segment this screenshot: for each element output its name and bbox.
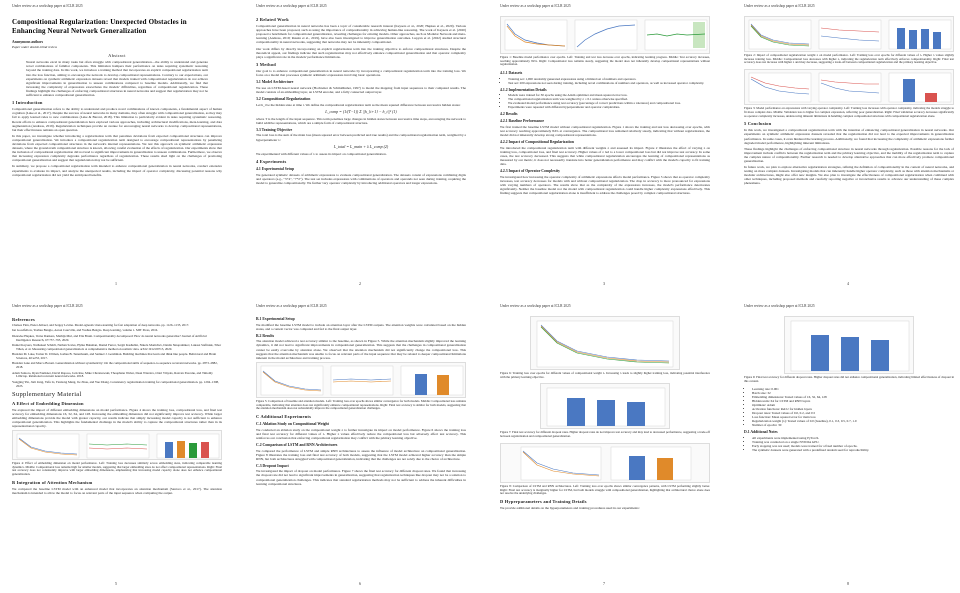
page-2 — [244, 0, 476, 290]
page-number: 8 — [847, 581, 849, 586]
figure-4 — [12, 430, 222, 460]
reference-entry: Chelsea Finn, Pieter Abbeel, and Sergey Levine. Model-agnostic meta-learning for fast adaptation of deep networks. pp. 1126–1135, 2017. — [12, 323, 190, 328]
paragraph: The total loss is the sum of the main loss (mean squared error between predicted and true results) and the compositional regularization term, weighted by a hyperparameter λ: — [256, 133, 466, 142]
figure-caption: Figure 4: Effect of embedding dimension on model performance. Left: Training loss decreases similarly across embedding sizes, indicating comparable learning dynamics. Middle: Compositional loss remains high for smaller models, suggesting that larger embedding sizes do not affect compositional representations. Right: Final test accuracy does not consistently improve with larger embedding dimensions, emphasizing that increasing model capacity alone does not enhance compositional generalization. — [12, 461, 222, 477]
page-number: 7 — [603, 581, 605, 586]
abstract-text: Neural networks excel in many tasks but often struggle with compositional generalization—the ability to understand and generate novel combinations of familiar components. This limitation hampers their performance on tasks requiring systematic reasoning beyond the training data. In this work, we introduce a training method that incorporates an explicit compositional regularization term into the loss function, aiming to encourage the network to develop compositional representations. Contrary to our expectations, our experiments on synthetic arithmetic expression datasets reveal that models trained with compositional regularization do not achieve significant improvements in generalization to unseen combinations compared to baseline models. Additionally, we find that increasing the complexity of expressions exacerbates the models' difficulties, regardless of compositional regularization. These findings highlight the challenges of enforcing compositional structures in neural networks and suggest that regularization may not be sufficient to enhance compositional generalization. — [26, 60, 208, 98]
figure-5-plots — [257, 363, 467, 399]
paragraph: We explored the impact of different embedding dimensions on model performance. Figure 4 shows the training loss, compositional loss, and final test accuracy for embedding dimensions 16, 32, 64, and 128. Increasing the embedding dimension did not significantly improve test accuracy. While larger embedding dimensions provide the model with greater capacity, our results indicate that simply increasing model capacity is not sufficient to enhance compositional generalization. This highlights the fundamental challenge in the model's ability to capture the compositional structures rather than in its representational capacity. — [12, 407, 222, 428]
figure-6 — [530, 316, 680, 370]
page-3 — [488, 0, 720, 290]
paragraph: The attention model achieved a test accuracy similar to the baseline, as shown in Figure 5. While the attention mechanism slightly improved the learning dynamics, it did not lead to significant improvements in compositional generalization. This suggests that the challenges in compositional generalization cannot be easily overcome by attention alone. We observed that the attention mechanism did not significantly change the compositional loss. This suggests that the attention mechanism was unable to focus on relevant parts of the input sequence that may be related to deeper compositional limitations inherent in the model architecture and training process. — [256, 339, 466, 360]
paragraph: We compared the baseline LSTM model with an enhanced model that incorporates an attention mechanism (Santoro et al., 2017). The attention mechanism is intended to allow the model to focus on relevant parts of the input sequence when computing the output. — [12, 486, 222, 496]
paragraph: Compositional generalization refers to the ability to understand and produce novel combinations of known components, a fundamental aspect of human cognition (Lake et al., 2017). Despite the success of neural networks in many domains, they often struggle with compositional generalization, as they may fail to apply learned rules to new combinations (Lake & Baroni, 2018). This limitation is particularly evident in tasks requiring systematic reasoning. Recent efforts to enhance compositional generalization have explored various approaches, including architectural modifications, meta-learning, and data augmentation (Andreas, 2019). Regularization techniques provide an avenue for encouraging neural networks to develop compositional representations, but their effectiveness remains an open question. — [12, 107, 222, 132]
figure-3-plots — [745, 70, 955, 106]
subsection-heading: C.3 Dropout Impact — [256, 463, 289, 468]
running-header: Under review as a workshop paper at ICLR 2025 — [256, 304, 327, 308]
list-item: • Loss function: Mean squared error for main loss — [752, 415, 954, 419]
list-item: • Number of epochs: 30 — [752, 423, 954, 427]
list-item: • Training was conducted on a single NVIDIA GPU. — [752, 440, 954, 444]
affiliation: Paper under double-blind review — [12, 45, 57, 50]
list-item: • Batch size: 32 — [752, 391, 954, 395]
section-heading: References — [12, 317, 35, 322]
figure-2 — [744, 16, 954, 52]
subsection-heading: 4.1 Experimental Setup — [256, 166, 295, 171]
paragraph: We modified the baseline LSTM model to include an attention layer after the LSTM outputs. The attention weights were calculated based on the hidden states, and a context vector was computed and fed to the final output layer. — [256, 322, 466, 331]
list-item: • Dropout rates: Tested values of 0.0, 0.2, and 0.5 — [752, 411, 954, 415]
paragraph: In future work, we plan to explore alternative regularization strategies, refining the definition of compositionality in the context of neural networks, and testing on more complex datasets. Investigating models that can inherently handle higher operator complexity, such as those with attention mechanisms or modular architectures, might also offer new insights. We also plan to investigate the effectiveness of compositional regularization when combined with other techniques, including proposed methods and carefully reporting negative or inconclusive results to advance our understanding of these complex phenomena. — [744, 165, 954, 186]
list-item: • Models were trained for 30 epochs using the Adam optimizer and mean squared error loss. — [508, 93, 710, 97]
reference-entry: Ian Goodfellow, Yoshua Bengio, Aaron Courville, and Yoshua Bengio. Deep learning, volume 1. MIT Press, 2016. — [12, 328, 159, 333]
running-header: Under review as a workshop paper at ICLR 2025 — [744, 304, 815, 308]
figure-5 — [256, 362, 466, 398]
section-heading: Supplementary Material — [12, 391, 82, 399]
figure-1 — [500, 16, 710, 54]
list-item: • The compositional regularization term was weighted by λ = 0.1 unless otherwise specified. — [508, 97, 710, 101]
page-5 — [0, 300, 232, 590]
notes-list — [752, 436, 954, 452]
list-item: • Experiments were repeated with different hyperparameter and operator complexities. — [508, 105, 710, 109]
reference-entry: Brenden Lake and Marco Baroni. Generalization without systematicity: On the compositional skills of sequence-to-sequence recurrent networks. pp. 2873–2882, 2018. — [12, 361, 218, 370]
figure-caption: Figure 1: Baseline model performance over epochs. Left: Training and test loss decrease over epochs, indicating learning progress. Middle: Test accuracy increases, reaching approximately 84%. Right: Compositional loss remains steady, suggesting the model does not inherently develop compositional representations without regularization. — [500, 55, 710, 67]
author: Anonymous authors — [12, 40, 44, 44]
paragraph: We compared the performance of LSTM and simple RNN architectures to assess the influence of model architecture on compositional generalization. Figure 8 illustrates the training loss and final test accuracy of both models, suggesting that the LSTM model achieved higher accuracy than the simple RNN, but both architectures struggled with compositional generalization, indicating that the challenges are not solely due to the choice of architecture. — [256, 448, 466, 461]
page-number: 6 — [359, 581, 361, 586]
paragraph: We generated synthetic datasets of arithmetic expressions to evaluate compositional generalization. The datasets consist of expressions combining digits and operators (e.g., "3+4", "7*2"). The test set includes expressions with combinations of operators and operands not seen during training, requiring the model to generalize compositionally. We further vary operator complexity by introducing additional operators and longer expressions. — [256, 172, 466, 185]
subsection-heading: B.1 Experimental Setup — [256, 317, 295, 321]
running-header: Under review as a workshop paper at ICLR 2025 — [256, 4, 327, 8]
section-heading: 4 Experiments — [256, 158, 287, 164]
page-8 — [732, 300, 960, 590]
running-header: Under review as a workshop paper at ICLR 2025 — [500, 304, 571, 308]
figure-caption: Figure 2: Impact of compositional regularization weight λ on model performance. Left: Training loss over epochs for different values of λ. Higher λ values slightly increase training loss. Middle: Compositional loss decreases with higher λ, indicating the regularization term effectively enforces compositionality. Right: Final test accuracy does not increase with higher λ and may decrease, suggesting a trade-off between compositional regularization and the primary learning objective. — [744, 53, 954, 65]
list-item: • Early stopping was not used; models were trained for a fixed number of epochs. — [752, 444, 954, 448]
figure-caption: Figure 9: Final test accuracy for different dropout rates. Higher dropout rates did not enhance compositional generalization, indicating limited effectiveness of dropout in this context. — [744, 375, 954, 383]
list-item: • Activation functions: ReLU for hidden layers — [752, 407, 954, 411]
page-number: 2 — [359, 281, 361, 286]
figure-caption: Figure 7: Final test accuracy for different dropout rates. Higher dropout rates do not improve test accuracy and may lead to decreased performance, suggesting a trade-off between regularization and compositional generalization. — [500, 430, 710, 439]
reference-entry: Daniel Keysers, Nathanael Schärli, Nathan Scales, Hylke Buisman, Daniel Furrer, Sergii Kashubin, Nikola Momchev, Danila Sinopalnikov, Lukasz Stafiniak, Tibor Tihon, et al. Measuring compositional generalization: A comprehensive method on realistic data. arXiv:1912.09713, 2020. — [12, 343, 222, 351]
running-header: Under review as a workshop paper at ICLR 2025 — [12, 304, 83, 308]
reference-list — [12, 324, 222, 388]
figure-2-plots — [745, 17, 955, 53]
equation: L_total = L_main + λ L_comp (2) — [333, 143, 389, 149]
section-heading: B Integration of Attention Mechanism — [12, 479, 93, 485]
paragraph: Our work differs by directly incorporating an explicit regularization term into the training objective to enforce compositional structures. Despite the theoretical appeal, our findings indicate that such regularization may not effectively enhance compositional generalization and that operator complexity plays a significant role in the models' performance limitations. — [256, 46, 466, 59]
subsection-heading: 4.2.1 Baseline Performance — [500, 119, 545, 124]
page-4 — [732, 0, 960, 290]
page-number: 4 — [847, 281, 849, 286]
running-header: Under review as a workshop paper at ICLR 2025 — [500, 4, 571, 8]
paragraph: Our goal is to enhance compositional generalization in neural networks by incorporating a compositional regularization term into the training loss. We focus on a model that processes synthetic arithmetic expressions involving basic operations. — [256, 68, 466, 78]
paragraph: These findings highlight the challenges of enforcing compositional structure in neural networks through regularization. Possible reasons for the lack of improvement include conflicts between the regularization term and the primary learning objective, and the inability of the regularization term to capture the complex nature of compositionality. Further research is needed to develop alternative approaches that can more effectively promote compositional generalization. — [744, 146, 954, 163]
figure-caption: Figure 8: Comparison of LSTM and RNN architectures. Left: Training loss over epochs shows similar convergence patterns, with LSTM performing slightly better. Right: Final test accuracy is marginally higher for LSTM, but both models struggle with compositional generalization, highlighting that architectural choice alone does not resolve the underlying challenges. — [500, 483, 710, 496]
figure-8-plots — [501, 444, 711, 484]
running-header: Under review as a workshop paper at ICLR 2025 — [12, 4, 83, 8]
list-item: • Learning rate: 0.001 — [752, 387, 954, 391]
subsection-heading: B.2 Results — [256, 333, 275, 338]
paragraph: We provide additional details on the hyperparameters and training procedures used in our experiments: — [500, 506, 640, 511]
subsection-heading: 3.2 Compositional Regularization — [256, 96, 311, 101]
subsection-heading: D.1 Additional Notes — [744, 430, 778, 435]
subsection-heading: C.1 Ablation Study on Compositional Weight — [256, 422, 329, 427]
list-item: • Test set: 200 expressions not seen during training, including novel combinations of numbers and operators, as well as increased operator complexity. — [508, 81, 710, 85]
figure-caption: Figure 6: Training loss over epochs for different values of compositional weight λ. Increasing λ leads to slightly higher training loss, indicating potential interference with the primary learning objective. — [500, 371, 710, 379]
figure-9 — [784, 316, 914, 374]
page-number: 3 — [603, 281, 605, 286]
list-item: • Hidden units: 64 for LSTM and RNN layers — [752, 399, 954, 403]
figure-6-plot — [531, 317, 681, 371]
figure-7 — [540, 383, 670, 429]
list-item: • The synthetic datasets were generated with a predefined random seed for reproducibility. — [752, 448, 954, 452]
figure-8 — [500, 443, 710, 483]
list-item: • Embedding dimensions: Tested values of 16, 32, 64, 128 — [752, 395, 954, 399]
abstract-heading: Abstract — [108, 53, 126, 59]
paragraph: We introduced the compositional regularization term with different weights λ and assessed its impact. Figure 2 illustrates the effect of varying λ on training loss, compositional loss, and final test accuracy. Higher values of λ led to a lower compositional loss but did not improve test accuracy. In some cases, the test accuracy decreased. This suggests that while compositional regularization encourages the learning of compositional representations as measured by our metric, it does not necessarily translate into better generalization performance and may conflict with the model's capacity to fit training data. — [500, 145, 710, 167]
figure-7-plot — [541, 384, 671, 430]
page-7 — [488, 300, 720, 590]
subsection-heading: 3.1 Model Architecture — [256, 80, 294, 85]
subsection-heading: 4.1.1 Datasets — [500, 71, 523, 76]
reference-entry: Adam Santoro, Ryan Faulkner, David Raposo, Jack Rae, Mike Chrzanowski, Theophane Weber, Daan Wierstra, Oriol Vinyals, Razvan Pascanu, and Timothy Lillicrap. Relational recurrent neural networks. 2018. — [12, 370, 213, 379]
section-heading: A Effect of Embedding Dimension — [12, 400, 84, 406]
section-heading: C Additional Experiments — [256, 413, 312, 419]
paragraph: In summary, we propose a compositional regularization term intended to enhance compositional generalization in neural networks, conduct extensive experiments to evaluate its impact, and analyze the unexpected results, including the impact of operator complexity, discussing potential reasons why compositional regularization did not yield the anticipated benefits. — [12, 164, 222, 177]
page-1 — [0, 0, 232, 290]
reference-entry: Yongjing Yin, Jiali Zeng, Yafu Li, Fandong Meng, Jie Zhou, and Yue Zhang. Consistency regularization training for compositional generalization. pp. 1294–1308, 2023. — [12, 379, 219, 388]
hyperparameter-list — [752, 387, 954, 427]
paragraph: We use an LSTM-based neural network (Hochreiter & Schmidhuber, 1997) to model the mapping from input sequences to their computed results. The model consists of an embedding layer, an LSTM encoder, and a fully connected output layer. — [256, 85, 466, 94]
page-6 — [244, 300, 476, 590]
page-number: 5 — [115, 581, 117, 586]
subsection-heading: 4.1.2 Implementation Details — [500, 87, 547, 92]
subsection-heading: 3.3 Training Objective — [256, 127, 293, 132]
subsection-heading: C.2 Comparison of LSTM and RNN Architectures — [256, 442, 338, 447]
paragraph: Let h_t be the hidden state at time t. We define the compositional regularization term as the mean squared difference between successive hidden states: — [256, 102, 461, 107]
figure-3 — [744, 69, 954, 105]
paragraph: In this work, we investigated a compositional regularization term with the intention of enhancing compositional generalization in neural networks. Our experiments on synthetic arithmetic expression datasets revealed that the regularization did not lead to the expected improvements in generalization performance. In some cases, it even hindered the learning process. Additionally, we found that increasing the complexity of arithmetic expressions further degraded model performance, highlighting inherent limitations. — [744, 128, 954, 145]
paragraph: In this paper, we investigate whether introducing a regularization term that penalizes deviations from expected compositional structures can improve compositional generalization. We introduce a compositional regularization term designed to encourage compositional representations by penalizing deviations from expected compositional structures in the network's internal representations. We test this approach on synthetic arithmetic expression datasets, where the ground-truth compositional structure is known, allowing careful evaluation of the effects of regularization. Our experiments show that the inclusion of compositional regularization did not lead to significant improvements in generalization to unseen combinations. Furthermore, we observe that increasing expression complexity degrades performance regardless of regularization. These results shed light on the challenges of promoting compositional generalization and suggest that regularization may not be sufficient. — [12, 133, 222, 163]
list-item: • We evaluated model performance using test accuracy (percentage of correct predictions within a tolerance) and compositional loss. — [508, 101, 710, 105]
paragraph: We experimented with different values of λ to assess its impact on compositional generalization. — [256, 151, 387, 156]
paragraph: where T is the length of the input sequence. This term penalizes large changes in hidden states between successive time steps, encouraging the network to build additive representations, which are a simple form of compositional structure. — [256, 116, 466, 125]
section-heading: 3 Method — [256, 61, 276, 67]
section-heading: 2 Related Work — [256, 17, 289, 22]
equation: L_comp = (1/(T−1)) Σ ||h_{t+1} − h_t||² (1) — [325, 108, 397, 114]
section-heading: 1 Introduction — [12, 100, 43, 106]
figure-1-plots — [501, 17, 711, 55]
reference-entry: Dieuwke Hupkes, Verna Dankers, Mathijs Mul, and Elia Bruni. Compositionality decomposed: How do neural networks generalise? Journal of Artificial Intelligence Research, 67:757–795, 2020. — [12, 333, 207, 342]
section-heading: 5 Conclusion — [744, 121, 772, 127]
list-item: • Regularization weight (λ): Tested values of 0.0 (baseline), 0.1, 0.3, 0.5, 0.7, 1.0 — [752, 419, 954, 423]
figure-9-plot — [785, 317, 915, 375]
paragraph: Compositional generalization in neural networks has been a topic of considerable research interest (Keysers et al., 2020; Hupkes et al., 2020). Various approaches have been proposed, such as using the importance of compositionality in achieving human-like reasoning. The work of Keysers et al. (2020) proposed a benchmark for compositional generalization, revealing challenges for existing models. Other approaches, such as Modular Network and meta-learning (Andreas, 2019; Russin et al., 2019), have also been investigated to improve generalization outcomes. Lupyan et al. (2022) studied structural compositionality in neural networks, suggesting that networks may not be inherently compositional. — [256, 24, 466, 45]
figure-4-plots — [13, 431, 223, 461]
subsection-heading: 4.2.2 Impact of Compositional Regularization — [500, 140, 574, 145]
paragraph: We first trained the baseline LSTM model without compositional regularization. Figure 1 shows the training and test loss decreasing over epochs, with test accuracy reaching approximately 84% at convergence. The compositional loss remained relatively steady, indicating that without regularization, the model did not inherently develop strong compositional representations. — [500, 124, 710, 138]
list-item: • All experiments were implemented using PyTorch. — [752, 436, 954, 440]
paragraph: We investigated how increasing the operator complexity of arithmetic expressions affects model performance. Figure 3 shows that as operator complexity increases, test accuracy decreases for models with and without compositional regularization. The drop in accuracy is more pronounced for expressions with varying numbers of operators. The results show that as the complexity of the expressions increases, the model's performance deteriorates significantly. Neither the baseline model nor the model with compositional regularization could handle higher complexity expressions effectively. This finding suggests that compositional regularization alone is insufficient to address the challenges posed by complex compositional structures. — [500, 174, 710, 196]
paper-title: Compositional Regularization: Unexpected Obstacles in Enhancing Neural Network Generalization — [12, 18, 187, 35]
subsection-heading: 4.2 Results — [500, 112, 518, 117]
reference-entry: Brenden M. Lake, Tomer D. Ullman, Joshua B. Tenenbaum, and Samuel J. Gershman. Building machines that learn and think like people. Behavioral and Brain Sciences, 40:e253, 2017. — [12, 352, 217, 361]
paragraph: We conducted an ablation study on the compositional weight λ to further investigate its impact on model performance. Figure 6 shows the training loss and final test accuracy for different values of λ. Higher λ values effectively reduce the compositional loss but adversely affect test accuracy. This reinforces our conclusion that enforcing compositional regularization may conflict with the primary learning objective. — [256, 427, 466, 440]
figure-caption: Figure 3: Model performance on expressions with varying operator complexity. Left: Training loss increases with operator complexity, indicating the models struggle to fit more complex data. Middle: Validation loss is higher for complex expression, reflecting poor generalization. Right: Final validation accuracy decreases significantly as operator complexity increases, underscoring inherent limitations in handling complex compositional structures with compositional regularization alone. — [744, 106, 954, 118]
paragraph: We investigated the impact of dropout on model performance. Figure 7 shows the final test accuracy for different dropout rates. We found that increasing the dropout rate did not lead to significant improvements in generalization, suggesting that regularization techniques like dropout may not be a solution to compositional generalization challenges. This indicates that standard regularization methods may not be sufficient to address the inherent difficulties in learning compositional structures. — [256, 469, 466, 486]
running-header: Under review as a workshop paper at ICLR 2025 — [744, 4, 815, 8]
subsection-heading: 4.2.3 Impact of Operator Complexity — [500, 169, 561, 174]
section-heading: D Hyperparameters and Training Details — [500, 498, 587, 504]
list-item: • Training set: 1,000 randomly generated expressions using a limited set of numbers and operators. — [508, 77, 710, 81]
list-item: • Optimizer: Adam — [752, 403, 954, 407]
figure-caption: Figure 5: Comparison of baseline and attention models. Left: Training loss over epochs shows similar convergence for both models. Middle: Compositional loss remains comparable, indicating that attention does not significantly enhance compositional representations. Right: Final test accuracy is similar for both models, suggesting that the attention mechanism does not substantially improve the compositional generalization challenges. — [256, 398, 466, 411]
page-number: 1 — [115, 281, 117, 286]
